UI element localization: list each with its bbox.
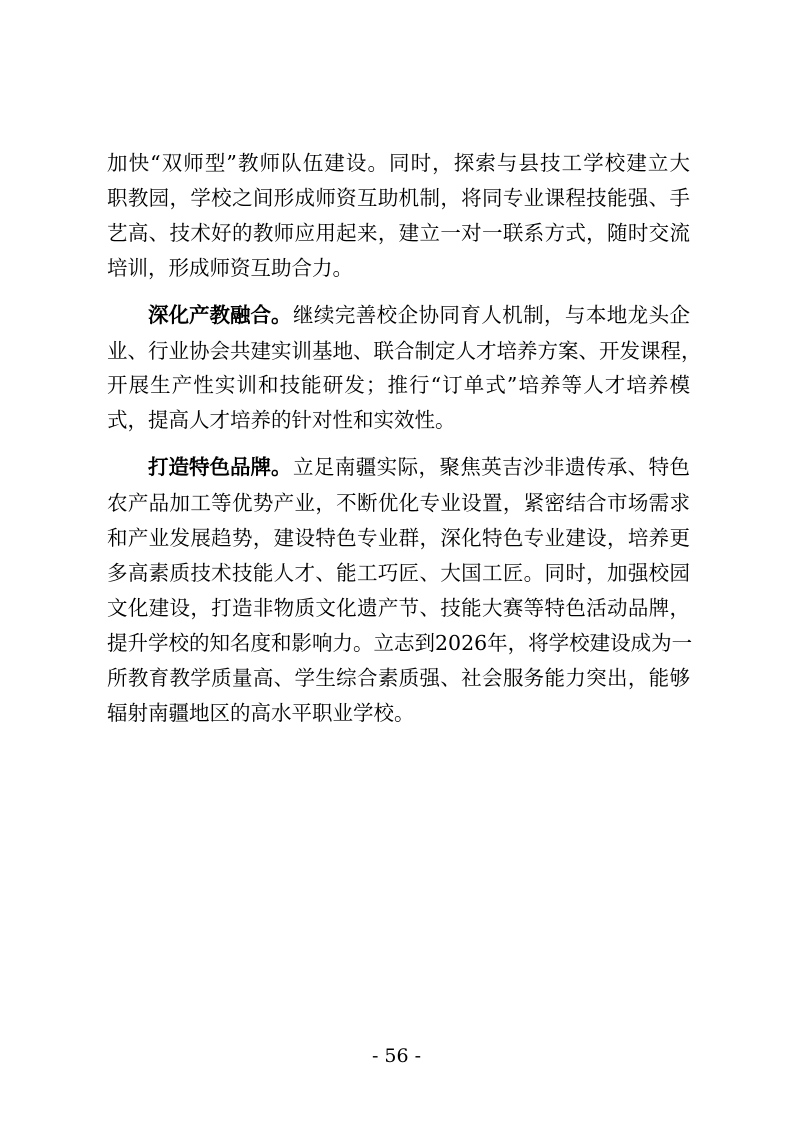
paragraph-3-line-5: 文化建设，打造非物质文化遗产节、技能大赛等特色活动品牌，	[107, 596, 690, 620]
paragraph-1-line-2: 职教园，学校之间形成师资互助机制，将同专业课程技能强、手	[107, 186, 690, 210]
paragraph-1-line-1: 加快“双师型”教师队伍建设。同时，探索与县技工学校建立大	[107, 151, 690, 175]
page-number: - 56 -	[371, 1045, 422, 1067]
paragraph-2-line-4: 式，提高人才培养的针对性和实效性。	[107, 408, 456, 432]
paragraph-2-heading: 深化产教融合。	[148, 303, 292, 327]
paragraph-2-line-2: 业、行业协会共建实训基地、联合制定人才培养方案、开发课程，	[107, 339, 702, 363]
paragraph-3-line-4: 多高素质技术技能人才、能工巧匠、大国工匠。同时，加强校园	[107, 561, 690, 585]
paragraph-3-line-3: 和产业发展趋势，建设特色专业群，深化特色专业建设，培养更	[107, 526, 690, 550]
paragraph-3-line-6: 提升学校的知名度和影响力。立志到2026年，将学校建设成为一	[107, 631, 693, 655]
paragraph-1-line-4: 培训，形成师资互助合力。	[107, 256, 353, 280]
paragraph-3-heading: 打造特色品牌。	[148, 455, 292, 479]
paragraph-3-line-7: 所教育教学质量高、学生综合素质强、社会服务能力突出，能够	[107, 666, 690, 690]
paragraph-3-line-2: 农产品加工等优势产业，不断优化专业设置，紧密结合市场需求	[107, 491, 690, 515]
paragraph-1-line-3: 艺高、技术好的教师应用起来，建立一对一联系方式，随时交流	[107, 221, 690, 245]
paragraph-3-line-8: 辐射南疆地区的高水平职业学校。	[107, 701, 415, 725]
paragraph-2-line-1: 继续完善校企协同育人机制，与本地龙头企	[293, 303, 690, 327]
paragraph-3-line-1: 立足南疆实际，聚焦英吉沙非遗传承、特色	[293, 455, 690, 479]
paragraph-2-line-3: 开展生产性实训和技能研发；推行“订单式”培养等人才培养模	[107, 373, 690, 397]
